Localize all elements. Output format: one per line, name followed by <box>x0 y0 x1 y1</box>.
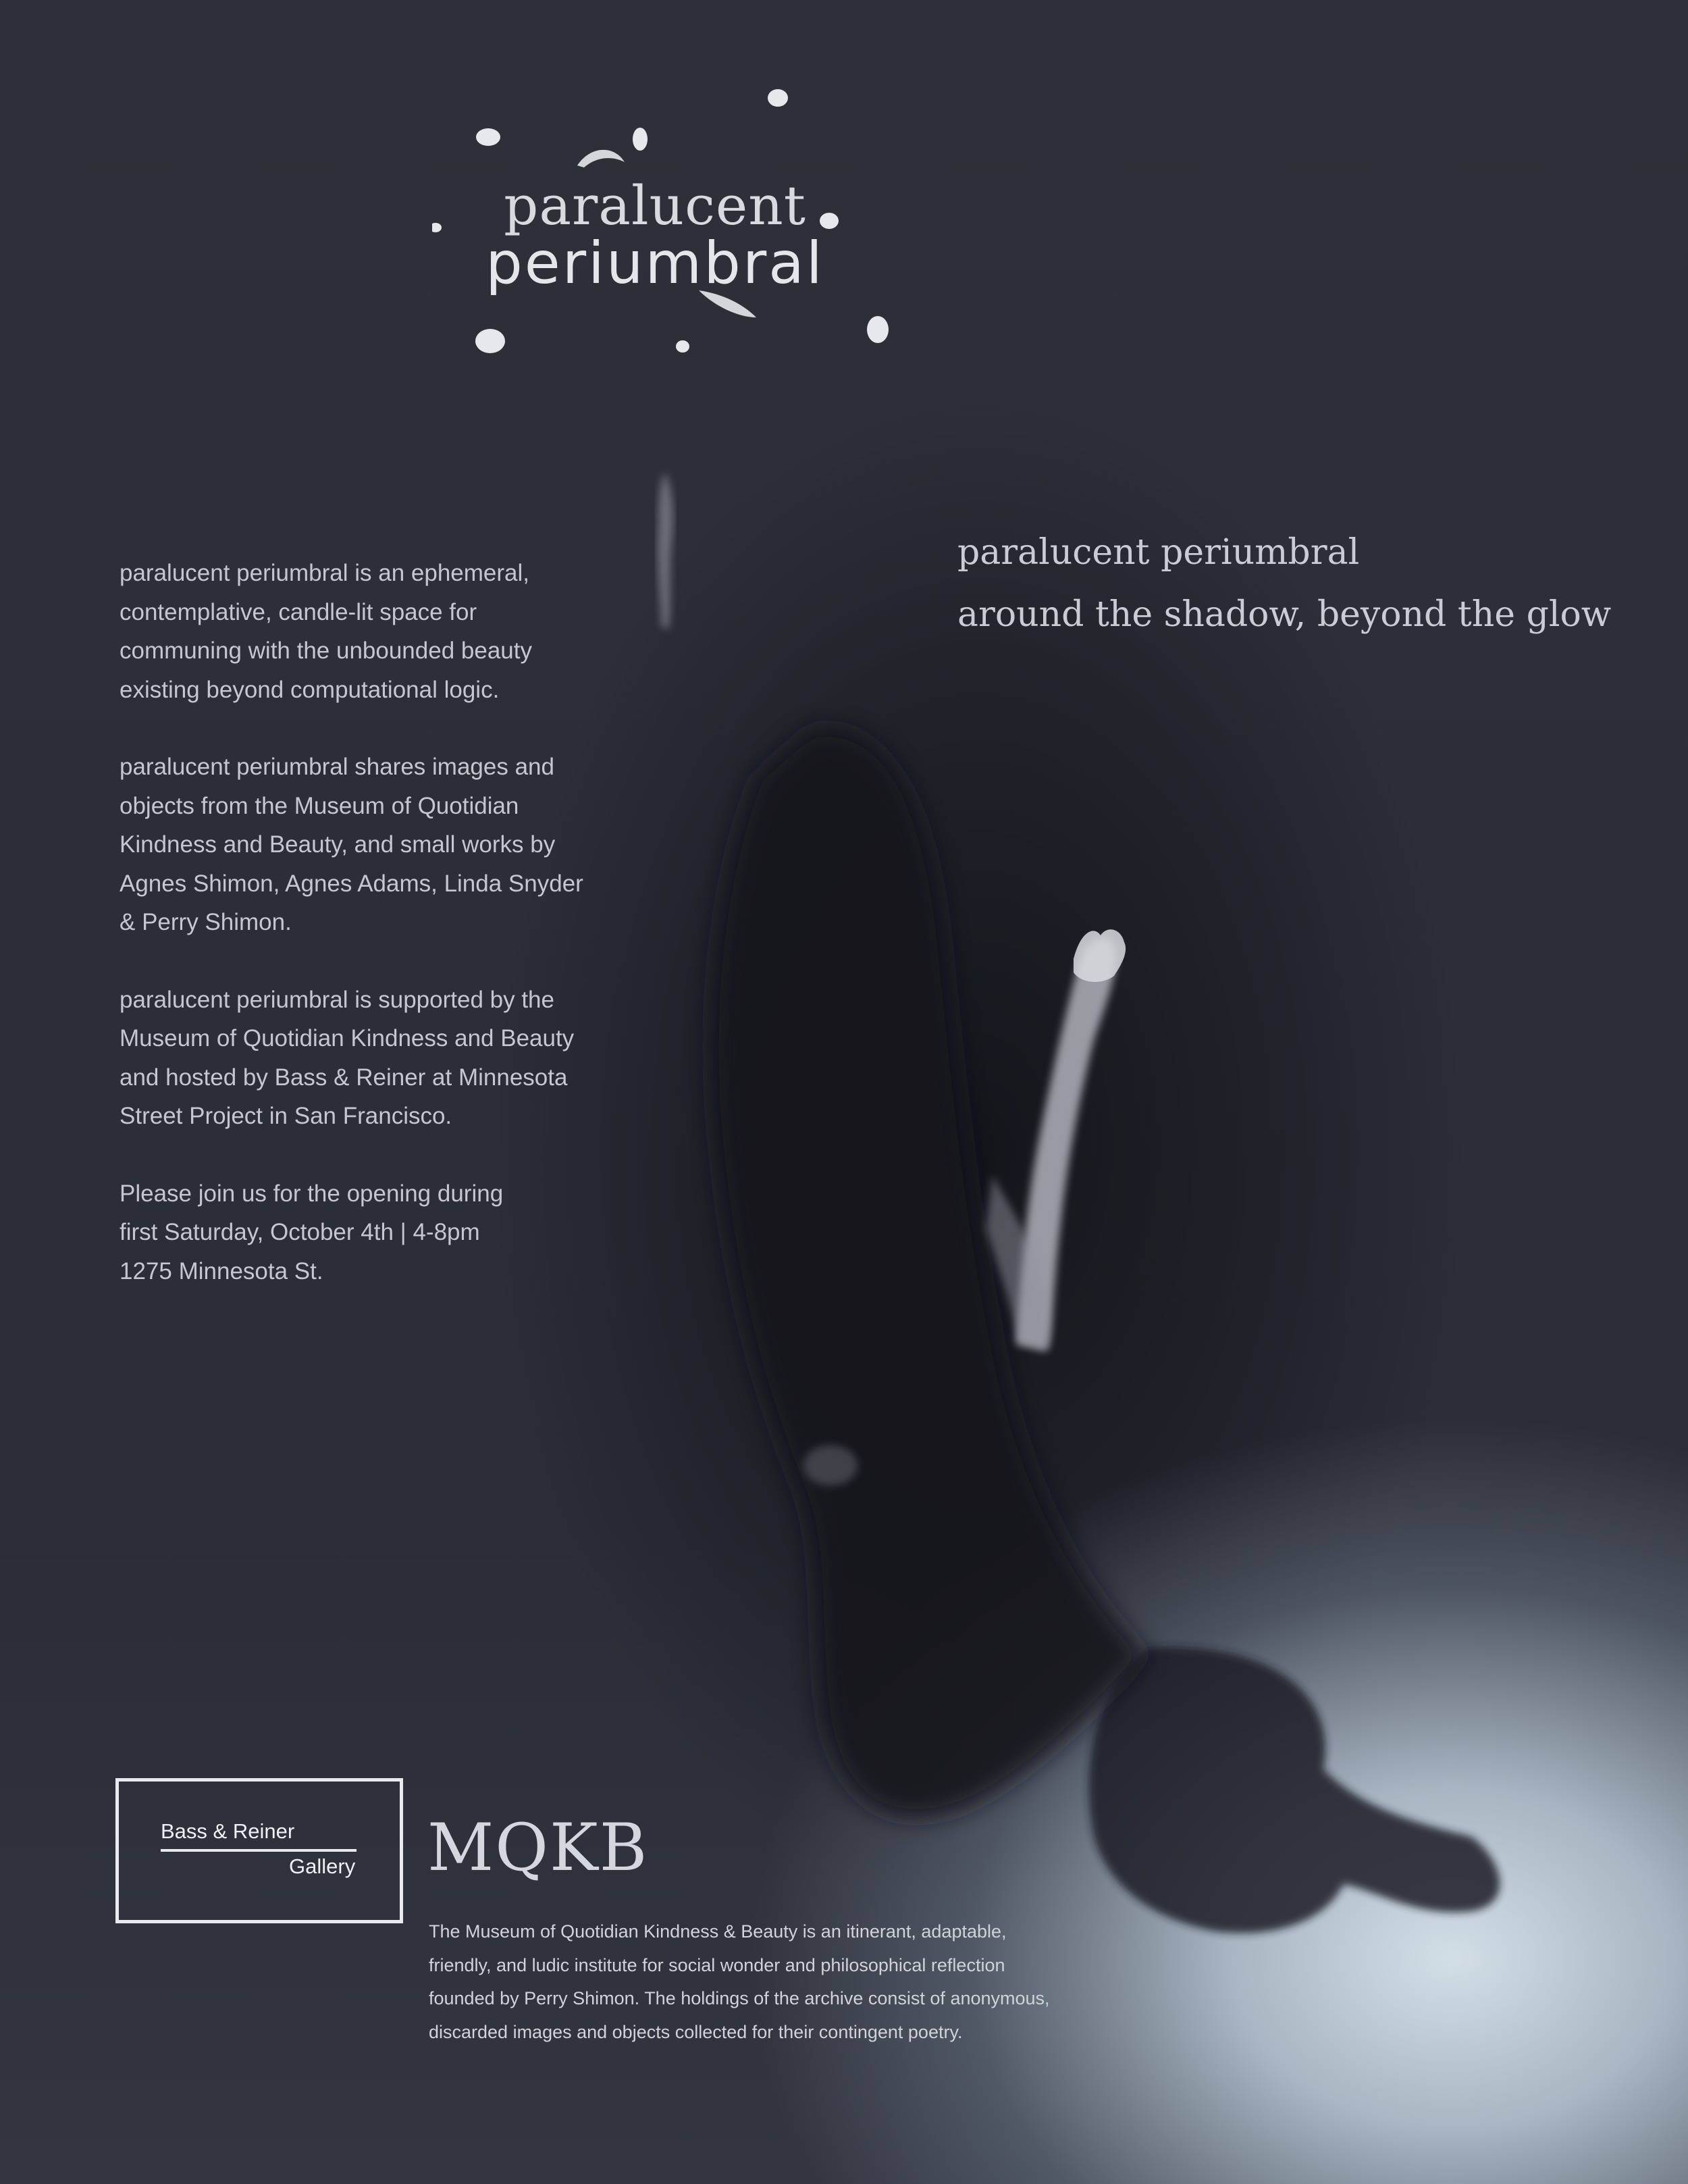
logo-line-1: paralucent <box>504 174 806 237</box>
logo-line-2: periumbral <box>485 230 824 297</box>
knee-highlight <box>803 1445 858 1486</box>
intro-paragraph-description: paralucent periumbral is an ephemeral, contemplative, candle-lit space for communing with the unbounded beauty existing beyond computational logic. <box>120 560 532 703</box>
intro-paragraph-contents: paralucent periumbral shares images and objects from the Museum of Quotidian Kindness and Beauty, and small works by Agnes Shimon, Agnes Adams, Linda Snyder & Perry Shimon. <box>120 754 583 935</box>
figure-shadow <box>1089 1647 1500 1933</box>
intro-paragraph-support: paralucent periumbral is supported by the Museum of Quotidian Kindness and Beauty and hosted by Bass & Reiner at Minnesota Street Project in San Francisco. <box>120 986 575 1129</box>
tagline-subtitle: around the shadow, beyond the glow <box>957 594 1612 635</box>
intro-text <box>120 554 646 1329</box>
gallery-logo-rule <box>161 1849 357 1852</box>
figure-body <box>711 728 1149 1817</box>
tagline <box>957 521 1611 646</box>
light-streak <box>658 473 673 628</box>
intro-paragraph-opening: Please join us for the opening during first Saturday, October 4th | 4-8pm 1275 Minnesota St. <box>120 1180 504 1284</box>
exhibition-logo <box>432 88 905 371</box>
tagline-title: paralucent periumbral <box>957 532 1360 573</box>
gallery-label: Gallery <box>289 1854 356 1878</box>
gallery-logo <box>115 1778 403 1923</box>
museum-description: The Museum of Quotidian Kindness & Beauty is an itinerant, adaptable, friendly, and ludic institute for social wonder and philosophical reflection founded by Perry Shimon. The holdings of the archive consist of anonymous, discarded images and objects collected for their contingent poetry. <box>429 1921 1050 2042</box>
gallery-name: Bass & Reiner <box>161 1819 295 1843</box>
museum-logo: MQKB <box>427 1810 649 1886</box>
hand-highlight <box>1074 929 1126 982</box>
